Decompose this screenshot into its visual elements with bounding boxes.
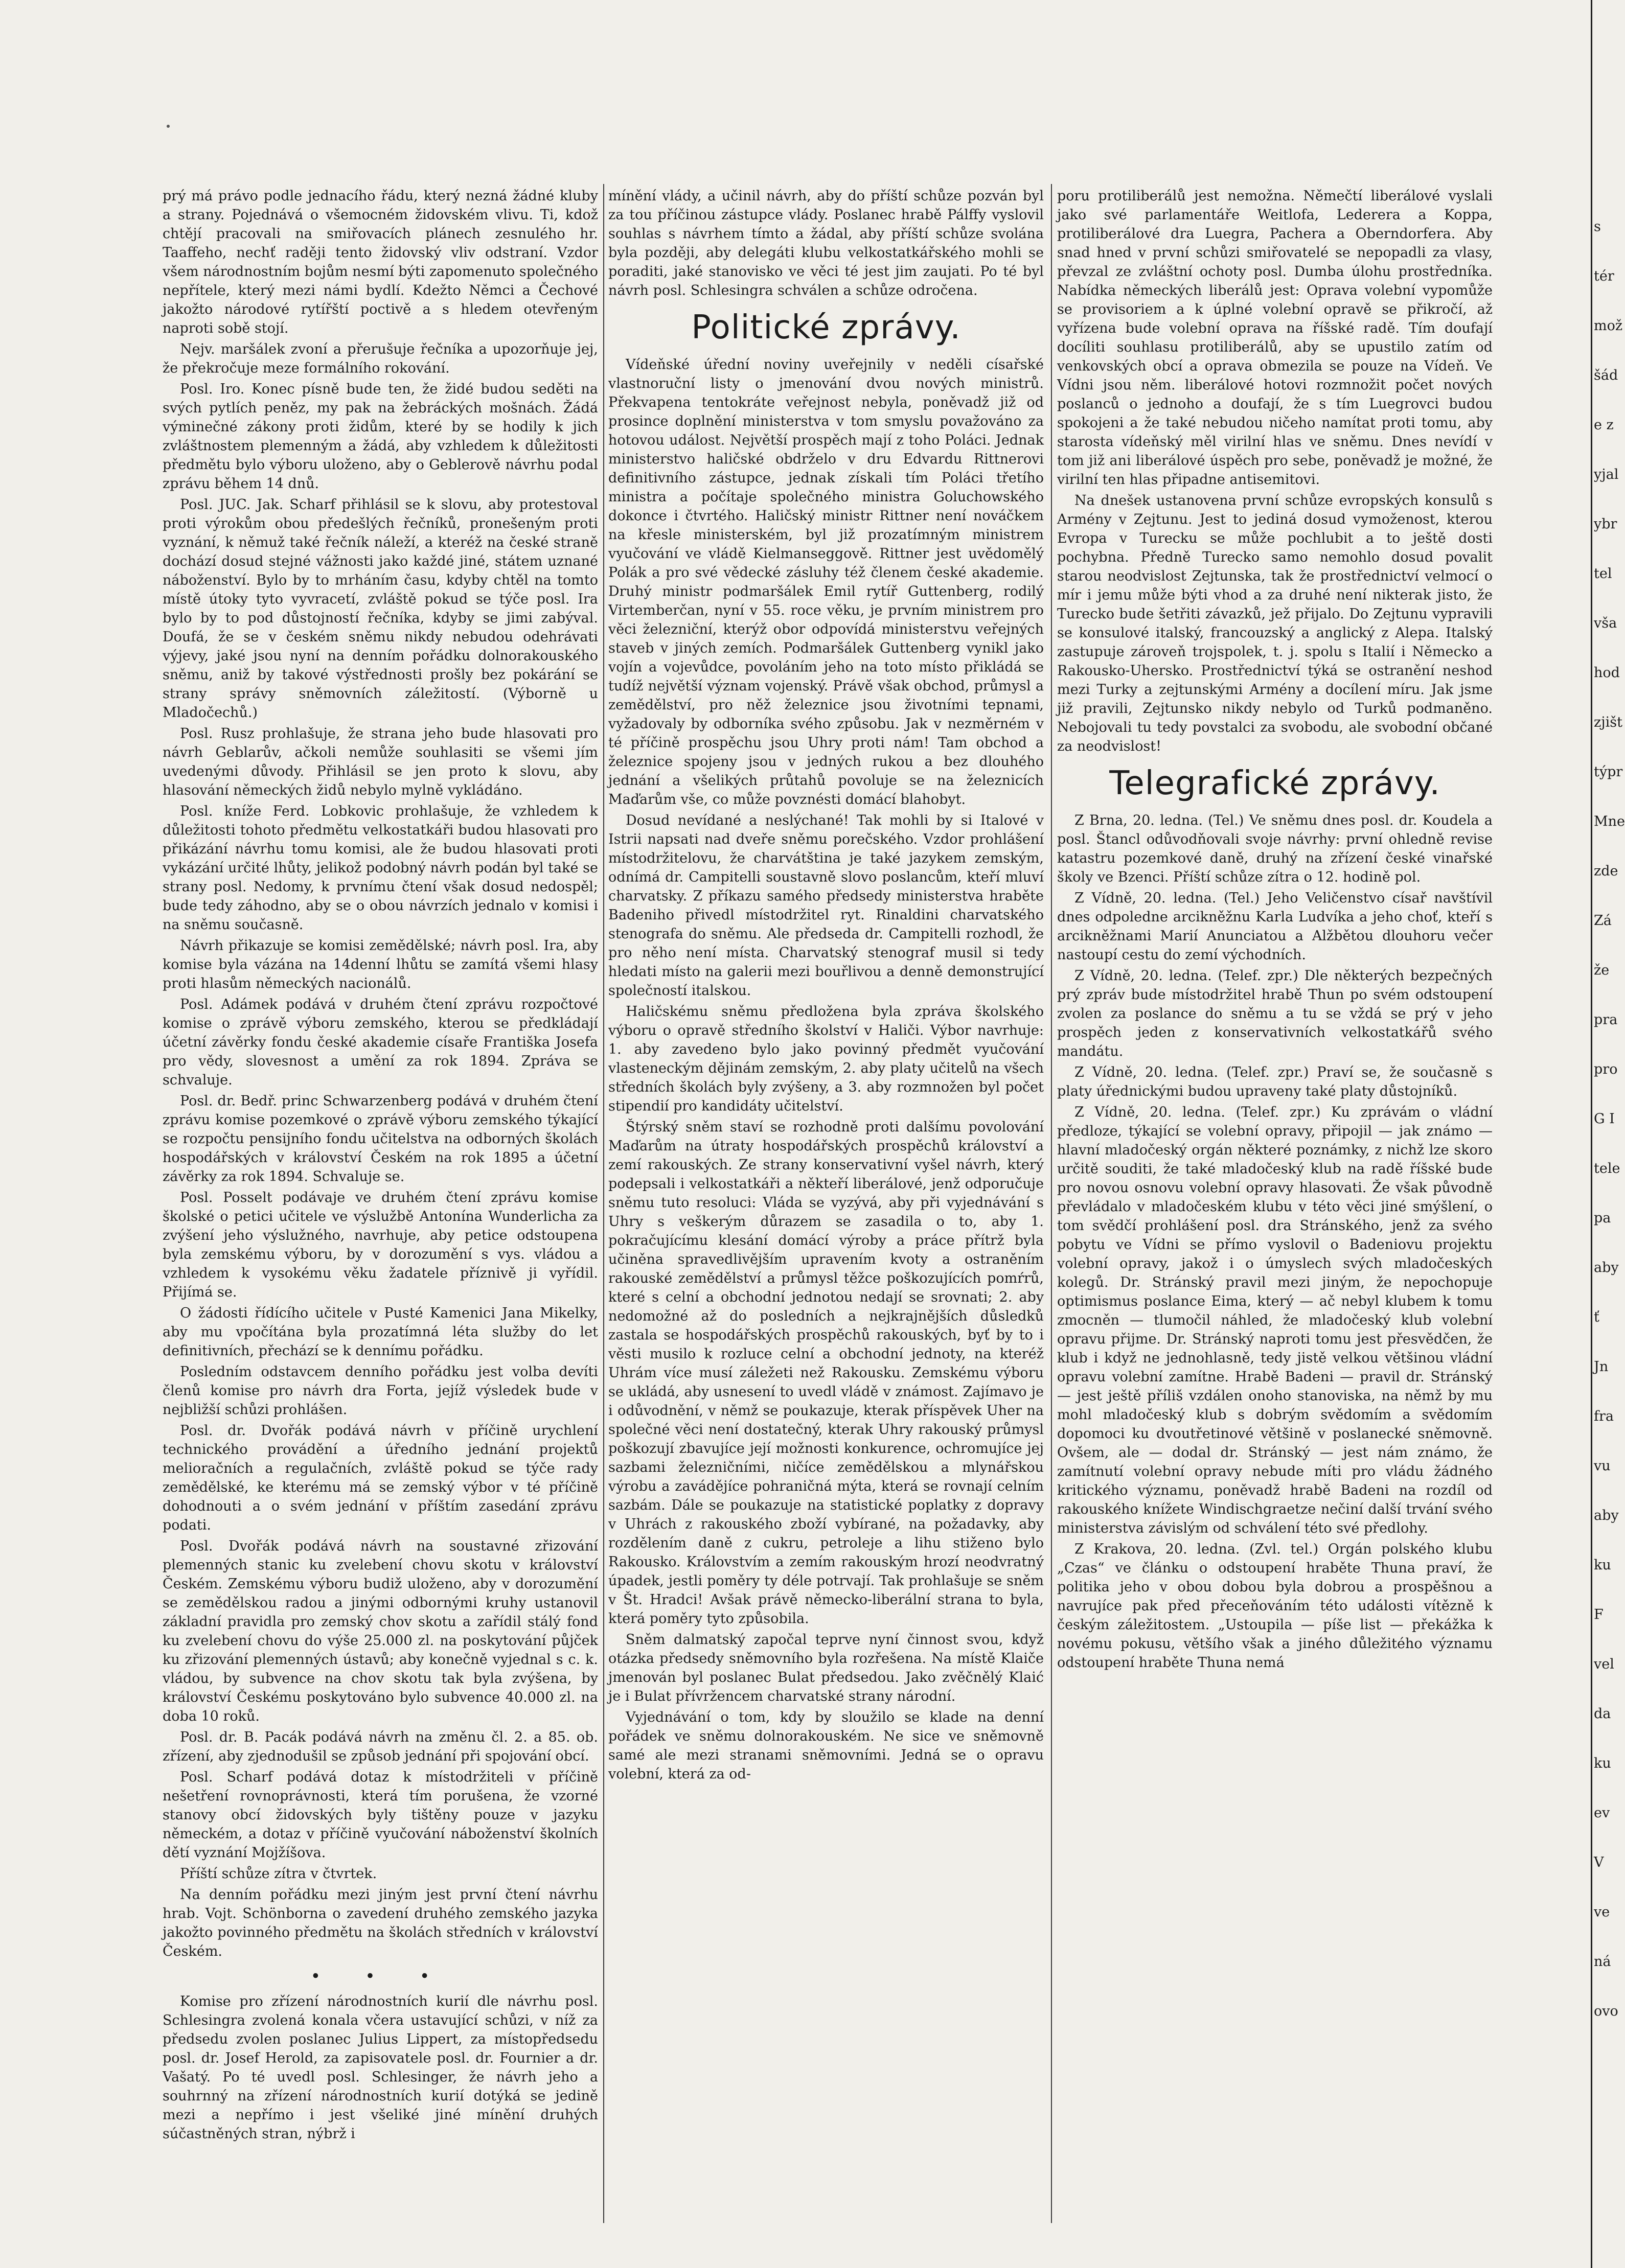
article-paragraph: Posl. dr. B. Pacák podává návrh na změnu čl. 2. a 85. ob. zřízení, aby zjednodušil se způsob jednání při spojování obcí. xyxy=(163,1729,598,1764)
column-1 xyxy=(163,187,598,2220)
article-paragraph: Posl. Iro. Konec písně bude ten, že židé budou seděti na svých pytlích peněz, my pak na žebráckých mošnách. Žádá výminečné zákony proti židům, které by se hodily k jich zvláštnostem plemenným a žádá, aby vzhledem k důležitosti předmětu bylo výboru uloženo, aby o Geblerově návrhu podal zprávu během 14 dnů. xyxy=(163,381,598,492)
article-paragraph: Dosud nevídané a neslýchané! Tak mohli by si Italové v Istrii napsati nad dveře sněmu porečského. Vzdor prohlášení místodržitelovu, že charvátština je také jazykem zemským, odnímá dr. Campitelli soustavně slovo poslancům, kteří mluví charvatsky. Z příkazu samého předsedy ministerstva hraběte Badeniho přivedl místodržitel ryt. Rinaldini charvatského stenografa do sněmu. Ale předseda dr. Campitelli rozhodl, že pro něho není místa. Charvatský stenograf musil si tedy hledati místo na galerii mezi bouřlivou a denně demonstrující společností italskou. xyxy=(608,813,1044,999)
article-paragraph: Posl. kníže Ferd. Lobkovic prohlašuje, že vzhledem k důležitosti tohoto předmětu velkostatkáři budou hlasovati pro přikázání návrhu tomu komisi, ale že budou hlasovati proti vykázání určité lhůty, jelikož podobný návrh podán byl také se strany posl. Nedomy, k prvnímu čtení však dosud nedospěl; bude tedy záhodno, aby se o obou návrzích jednalo v komisi i na sněmu současně. xyxy=(163,803,598,933)
article-paragraph: Z Vídně, 20. ledna. (Telef. zpr.) Praví se, že současně s platy úřednickými budou upraveny také platy důstojníků. xyxy=(1057,1064,1493,1099)
neighbor-column-fragment: V xyxy=(1594,1855,1604,1870)
section-heading-telegraphic-news: Telegrafické zprávy. xyxy=(1109,765,1440,802)
neighbor-column-fragment: fra xyxy=(1594,1408,1614,1424)
article-paragraph: Sněm dalmatský započal teprve nyní činnost svou, když otázka předsedy sněmovního byla rozřešena. Na místě Klaiče jmenován byl poslanec Bulat předsedou. Jako zvěčnělý Klaić je i Bulat přívržencem charvatské strany národní. xyxy=(608,1632,1044,1704)
neighbor-column-fragment: Mne xyxy=(1594,814,1625,829)
neighbor-column-fragment: pra xyxy=(1594,1012,1618,1028)
column-rule-1 xyxy=(603,184,604,2223)
column-3 xyxy=(1057,187,1493,2220)
article-paragraph: Štýrský sněm staví se rozhodně proti dalšímu povolování Maďarům na útraty hospodářských prospěchů království a zemí rakouských. Ze strany konservativní vyšel návrh, který podepsali i velkostatkáři a někteří liberálové, jenž odporučuje sněmu tuto resoluci: Vláda se vyzývá, aby při vyjednávání s Uhry s veškerým důrazem se zasadila o to, aby 1. pokračujícímu klesání domácí výroby a práce přítrž byla učiněna spravedlivějším upravením kvoty a ostraněním rakouské zemědělství a průmysl těžce poškozujících pomŕrů, které s celní a obchodní jednotou nedají se srovnati; 2. aby nedomožné až do posledních a nejkrajnějších důsledků zastala se hospodářských prospěchů rakouských, byť by to i věsti musilo k rozluce celní a obchodní jednoty, na kteréž Uhrám více musí záležeti než Rakousku. Zemskému výboru se ukládá, aby usnesení to uvedl vládě v známost. Zajímavo je i odůvodnění, v němž se poukazuje, kterak příspěvek Uher na společné věci není dostatečný, kterak Uhry rakouský průmysl poškozují zbavujíce její možnosti konkurence, ochromujíce jej sazbami železničními, ničíce zemědělskou a mlynářskou výrobu a zavádějíce pohraničná mýta, která se rovnají celním sazbám. Dále se poukazuje na statistické poplatky z dopravy v Uhrách z rakouského zboží vybírané, na požadavky, aby rozdělením daně z cukru, petroleje a lihu stiženo bylo Rakousko. Královstvím a zemím rakouským hrozí neodvratný úpadek, jestli poměry ty déle potrvají. Tak prohlašuje se sněm v Št. Hradci! Avšak právě německo-liberální strana to byla, která poměry tyto způsobila. xyxy=(608,1119,1044,1627)
neighbor-column-fragment: ku xyxy=(1594,1557,1611,1573)
neighbor-column-fragment: mož xyxy=(1594,318,1623,334)
neighbor-column-fragment: ku xyxy=(1594,1755,1611,1771)
neighbor-column-fragment: Jn xyxy=(1594,1359,1609,1375)
article-paragraph: Příští schůze zítra v čtvrtek. xyxy=(180,1866,377,1882)
neighbor-column-fragment: vel xyxy=(1594,1656,1614,1672)
neighbor-column-fragment: vša xyxy=(1594,615,1617,631)
neighbor-column-fragment: pa xyxy=(1594,1210,1611,1226)
article-paragraph: O žádosti řídícího učitele v Pusté Kamenici Jana Mikelky, aby mu vpočítána byla prozatímná léta služby do let definitivních, přechází se k dennímu pořádku. xyxy=(163,1305,598,1359)
page-fold-line xyxy=(1591,0,1592,2268)
article-paragraph: Z Brna, 20. ledna. (Tel.) Ve sněmu dnes posl. dr. Koudela a posl. Štancl odůvodňovali svoje návrhy: první ohledně revise katastru pozemkové daně, druhý na zřízení české vinařské školy ve Bzenci. Příští schůze zítra o 12. hodině pol. xyxy=(1057,813,1493,885)
article-paragraph: Vyjednávání o tom, kdy by sloužilo se klade na denní pořádek ve sněmu dolnorakouském. Ne sice ve sněmovně samé ale mezi stranami sněmovními. Jedná se o opravu volební, která za od- xyxy=(608,1709,1044,1782)
article-paragraph: Na denním pořádku mezi jiným jest první čtení návrhu hrab. Vojt. Schönborna o zavedení druhého zemského jazyka jakožto povinného předmětu na školách středních v království Českém. xyxy=(163,1887,598,1959)
article-paragraph: mínění vlády, a učinil návrh, aby do příští schůze pozván byl za tou příčinou zástupce vlády. Poslanec hrabě Pálffy vyslovil souhlas s návrhem tímto a žádal, aby příští schůze svolána byla později, aby delegáti klubu velkostatkářského mohli se poraditi, jaké stanovisko ve věci té jest jim zaujati. Po té byl návrh posl. Schlesingra schválen a schůze odročena. xyxy=(608,188,1044,298)
article-paragraph: poru protiliberálů jest nemožna. Němečtí liberálové vyslali jako své parlamentáře Weitlofa, Lederera a Koppa, protiliberálové dra Luegra, Pachera a Oberndorfera. Aby snad hned v první schůzi smiřovatelé se nepopadli za vlasy, převzal ze zvláštní ochoty posl. Dumba úlohu prostředníka. Nabídka německých liberálů jest: Oprava volební vypomůže se provisoriem a k úplné volební opravě se přikročí, až vyřízena bude volební oprava na říšské radě. Tím doufají docíliti souhlasu protiliberálů, aby se upustilo zatím od venkovských obcí a oprava obmezila se pouze na Vídeň. Ve Vídni jsou něm. liberálové hotovi rozmnožit počet nových poslanců o jednoho a doufají, že s tím Luegrovci budou spokojeni a že také nebudou ničeho namítat proti tomu, aby starosta vídeňský měl virilní hlas ve sněmu. Dnes nevídí v tom již ani liberálové úspěch pro sebe, poněvadž je možné, že virilní ten hlas připadne antisemitovi. xyxy=(1057,188,1493,488)
article-paragraph: Posl. dr. Bedř. princ Schwarzenberg podává v druhém čtení zprávu komise pozemkové o zprávě výboru zemského týkající se rozpočtu pensijního fondu učitelstva na odborných školách hospodářských v království Českém na rok 1895 a účetní závěrky za rok 1894. Schvaluje se. xyxy=(163,1093,598,1185)
article-paragraph: Z Krakova, 20. ledna. (Zvl. tel.) Orgán polského klubu „Czas“ ve článku o odstoupení hraběte Thuna praví, že politika jeho v obou dobou byla dobrou a prospěšnou a navrujíce pak před přeceňováním této události vítězně k českým záležitostem. „Ustoupila — píše list — překážka k novému pokusu, většího však a jiného důležitého významu odstoupení hraběte Thuna nemá xyxy=(1057,1541,1493,1671)
neighbor-column-fragment: Zá xyxy=(1594,913,1612,929)
neighbor-column-fragment: týpr xyxy=(1594,764,1623,780)
column-4-fragment xyxy=(1594,187,1625,2220)
neighbor-column-fragment: pro xyxy=(1594,1061,1618,1077)
neighbor-column-fragment: ť xyxy=(1594,1309,1599,1325)
page-speck xyxy=(167,125,170,128)
article-paragraph: Vídeňské úřední noviny uveřejnily v neděli císařské vlastnoruční listy o jmenování dvou nových ministrů. Překvapena tentokráte veřejnost nebyla, poněvadž již od prosince doplnění ministerstva v tom smyslu považováno za hotovou událost. Největší prospěch mají z toho Poláci. Jednak ministerstvo haličské obdrželo v dru Edvardu Rittnerovi definitivního zástupce, jednak získali tím Poláci třetího ministra a počítaje společného ministra Goluchowského dokonce i čtvrtého. Haličský ministr Rittner není nováčkem na křesle ministerském, byl již prozatímným ministrem vyučování ve vládě Kielmanseggově. Rittner jest uvědomělý Polák a pro své vědecké zásluhy též členem české akademie. Druhý ministr podmaršálek Emil rytíř Guttenberg, rodilý Virtemberčan, nyní v 55. roce věku, je prvním ministrem pro věci železniční, kterýž obor odpovídá ministerstvu veřejných staveb v jiných zemích. Podmaršálek Guttenberg vynikl jako vojín a vojevůdce, povoláním jeho na toto místo přikládá se tudíž největší význam vojenský. Právě však obchod, průmysl a zemědělství, pro něž železnice jsou životními tepnami, vyžadovaly by odborníka svého způsobu. Jak v nezměrném v té příčině prospěchu jsou Uhry proti nám! Tam obchod a železnice spojeny jsou v jedných rukou a bez dlouhého jednání a všelikých průtahů povoluje se na železnicích Maďarům vše, co může povznésti domácí blahobyt. xyxy=(608,357,1044,807)
neighbor-column-fragment: zde xyxy=(1594,863,1618,879)
neighbor-column-fragment: F xyxy=(1594,1607,1604,1623)
neighbor-column-fragment: že xyxy=(1594,962,1610,978)
neighbor-column-fragment: ná xyxy=(1594,1954,1611,1970)
column-rule-2 xyxy=(1051,184,1052,2223)
section-separator-dots: • • • xyxy=(311,1969,450,1984)
section-heading-political-news: Politické zprávy. xyxy=(691,309,961,346)
neighbor-column-fragment: da xyxy=(1594,1706,1611,1722)
article-paragraph: Posl. JUC. Jak. Scharf přihlásil se k slovu, aby protestoval proti výrokům obou předešlých řečníků, pronešeným proti vyznání, k němuž také řečník náleží, a kteréž na české straně dochází dosud stejné vážnosti jako každé jiné, státem uznané náboženství. Bylo by to mrháním času, kdyby chtěl na tomto místě útoky tyto vyvracetí, zvláště pokud se týče posl. Ira bylo by to pod důstojností řečníka, kdyby se jimi zabýval. Doufá, že se v českém sněmu nikdy nebudou odehrávati výjevy, jaké jsou nyní na denním pořádku dolnorakouského sněmu, aniž by takové výstřednosti prošly bez pokárání se strany správy sněmovních záležitostí. (Výborně u Mladočechů.) xyxy=(163,497,598,721)
neighbor-column-fragment: aby xyxy=(1594,1508,1619,1523)
neighbor-column-fragment: šád xyxy=(1594,367,1618,383)
neighbor-column-fragment: tele xyxy=(1594,1161,1620,1176)
article-paragraph: Komise pro zřízení národnostních kurií dle návrhu posl. Schlesingra zvolená konala včera ustavující schůzi, v níž za předsedu zvolen poslanec Julius Lippert, za místopředsedu posl. dr. Josef Herold, za zapisovatele posl. dr. Fournier a dr. Vašatý. Po té uvedl posl. Schlesinger, že návrh jeho a souhrnný na zřízení národnostních kurií dotýká se jedině mezi a nepřímo i jest všeliké jiné mínění druhých súčastněných stran, nýbrž i xyxy=(163,1994,598,2142)
article-paragraph: Posl. Scharf podává dotaz k místodržiteli v příčině nešetření rovnoprávnosti, která tím porušena, že vzorné stanovy obcí židovských byly tištěny pouze v jazyku německém, a dotaz v příčině vyučování náboženství školních dětí vyznání Mojžíšova. xyxy=(163,1769,598,1861)
neighbor-column-fragment: s xyxy=(1594,219,1601,235)
article-paragraph: Posl. Posselt podávaje ve druhém čtení zprávu komise školské o petici učitele ve výslužbě Antonína Wunderlicha za zvýšení jeho výslužného, navrhuje, aby petice odstoupena byla zemskému výboru, by v dorozumění s vys. vládou a vzhledem k vysokému věku žadatele příznivě ji vyřídil. Přijímá se. xyxy=(163,1190,598,1300)
article-paragraph: Nejv. maršálek zvoní a přerušuje řečníka a upozorňuje jej, že překročuje meze formálního rokování. xyxy=(163,341,598,376)
neighbor-column-fragment: yjal xyxy=(1594,467,1619,482)
neighbor-column-fragment: aby xyxy=(1594,1260,1619,1276)
article-paragraph: Posl. dr. Dvořák podává návrh v příčině urychlení technického provádění a úředního jednání projektů melioračních a regulačních, zvláště pokud se týče rady zemědělské, ke kterému má se zemský výbor v té příčině dohodnouti a o svém jednání v příštím zasedání zprávu podati. xyxy=(163,1423,598,1533)
neighbor-column-fragment: tel xyxy=(1594,566,1612,582)
article-paragraph: Návrh přikazuje se komisi zemědělské; návrh posl. Ira, aby komise byla vázána na 14denní lhůtu se zamítá všemi hlasy proti hlasům německých nacionálů. xyxy=(163,938,598,991)
article-paragraph: Haličskému sněmu předložena byla zpráva školského výboru o opravě středního školství v Haliči. Výbor navrhuje: 1. aby zavedeno bylo jako povinný předmět vyučování vlasteneckým dějinám zemským, 2. aby platy učitelů na všech středních školách byly zvýšeny, a 3. aby rozmnožen byl počet stipendií pro kandidáty učitelství. xyxy=(608,1004,1044,1114)
article-paragraph: Z Vídně, 20. ledna. (Tel.) Jeho Veličenstvo císař navštívil dnes odpoledne arcikněžnu Karla Ludvíka a jeho choť, kteří s arcikněžnami Marií Anunciatou a Alžbětou dlouhoru večer nastoupí cestu do zemí východních. xyxy=(1057,890,1493,963)
article-paragraph: Posl. Adámek podává v druhém čtení zprávu rozpočtové komise o zprávě výboru zemského, kterou se předkládají účetní závěrky fondu české akademie císaře Františka Josefa pro vědy, slovesnost a umění za rok 1894. Zpráva se schvaluje. xyxy=(163,997,598,1088)
article-paragraph: Posl. Dvořák podává návrh na soustavné zřizování plemenných stanic ku zvelebení chovu skotu v království Českém. Zemskému výboru budiž uloženo, aby v dorozumění se zemědělskou radou a jinými odbornými kruhy ustanovil základní pravidla pro zemský chov skotu a zařídil stálý fond ku zvelebení chovu do výše 25.000 zl. na poskytování půjček ku zřizování plemenných ústavů; aby konečně vyjednal s c. k. vládou, by subvence na chov skotu tak byla zvýšena, by království Českému poskytováno bylo subvence 40.000 zl. na doba 10 roků. xyxy=(163,1538,598,1724)
article-paragraph: prý má právo podle jednacího řádu, který nezná žádné kluby a strany. Pojednává o všemocném židovském vlivu. Ti, kdož chtějí pracovali na smiřovacích plánech zesnulého hr. Taaffeho, nechť raději tento židovský vliv odstraní. Vzdor všem národnostním bojům nesmí býti zapomenuto společného nepřítele, který mezi námi bydlí. Kdežto Němci a Čechové jakožto národové rytířští poctivě a s hledem otevřeným naproti sobě stojí. xyxy=(163,188,598,336)
neighbor-column-fragment: ovo xyxy=(1594,2003,1618,2019)
column-2 xyxy=(608,187,1044,2220)
article-paragraph: Na dnešek ustanovena první schůze evropských konsulů s Armény v Zejtunu. Jest to jediná dosud vymoženost, kterou Evropa v Turecku se může pochlubit a to ještě dosti pochybna. Předně Turecko samo nemohlo dosud povalit starou neodvislost Zejtunska, tak že prostřednictví velmocí o mír i jemu může býti vhod a za druhé není nikterak jisto, že Turecko bude šetřiti závazků, jež přijalo. Do Zejtunu vypravili se konsulové italský, francouzský a anglický z Alepa. Italský zastupuje zároveň trojspolek, t. j. spolu s Italií i Německo a Rakousko-Uhersko. Prostřednictví týká se ostranění neshod mezi Turky a zejtunskými Armény a docílení míru. Jak jsme již pravili, Zejtunsko nikdy nebylo od Turků podmaněno. Nebojovali tu tedy povstalci za svobodu, ale svobodní občané za neodvislost! xyxy=(1057,493,1493,754)
article-paragraph: Posledním odstavcem denního pořádku jest volba devíti členů komise pro návrh dra Forta, jejíž výsledek bude v nejbližší schůzi prohlášen. xyxy=(163,1364,598,1418)
neighbor-column-fragment: ve xyxy=(1594,1904,1610,1920)
neighbor-column-fragment: ev xyxy=(1594,1805,1610,1821)
article-paragraph: Posl. Rusz prohlašuje, že strana jeho bude hlasovati pro návrh Geblarův, ačkoli nemůže souhlasiti se všemi jím uvedenými důvody. Přihlásil se jen proto k slovu, aby hlasování německých židů nebylo mylně vykládáno. xyxy=(163,726,598,798)
neighbor-column-fragment: vu xyxy=(1594,1458,1611,1474)
neighbor-column-fragment: tér xyxy=(1594,268,1614,284)
neighbor-column-fragment: ybr xyxy=(1594,516,1617,532)
article-paragraph: Z Vídně, 20. ledna. (Telef. zpr.) Ku zprávám o vládní předloze, týkající se volební opravy, připojil — jak známo — hlavní mladočeský orgán některé poznámky, z nichž lze skoro určitě souditi, že také mladočeský klub na radě říšské bude pro novou osnovu volební opravy hlasovati. Že však původně převládalo v mladočeském klubu v této věci jiné smýšlení, o tom svědčí prohlášení posl. dra Stránského, jenž za svého pobytu ve Vídni se přímo vyslovil o Badeniovu projektu volební opravy, jakož i o úmyslech svých mladočeských kolegů. Dr. Stránský pravil mezi jiným, že nepochopuje optimismus poslance Eima, který — ač nebyl klubem k tomu zmocněn — tlumočil náhled, že mladočeský klub volební opravu přijme. Dr. Stránský naproti tomu jest přesvědčen, že klub i když ne jednohlasně, tedy jistě velkou většinou vládní opravu volební zamítne. Hrabě Badeni — pravil dr. Stránský — jest ještě příliš vzdálen onoho stanoviska, na němž by mu mohl mladočeský klub s dobrým svědomím a svědomím dopomoci ku dvoutřetinové většině v poslanecké sněmovně. Ovšem, ale — dodal dr. Stránský — jest nám známo, že zamítnutí volební opravy nebude míti pro vládu žádného kritického významu, poněvadž hrabě Badeni na rozdíl od rakouského knížete Windischgraetze nečiní další trvání svého ministerstva závislým od schválení této své předlohy. xyxy=(1057,1104,1493,1536)
neighbor-column-fragment: zjišt xyxy=(1594,714,1622,730)
neighbor-column-fragment: hod xyxy=(1594,665,1620,681)
article-paragraph: Z Vídně, 20. ledna. (Telef. zpr.) Dle některých bezpečných prý zpráv bude místodržitel hrabě Thun po svém odstoupení zvolen za poslance do sněmu a tu se vždá se prý v jeho prospěch jeden z konservativních velkostatkářů svého mandátu. xyxy=(1057,968,1493,1059)
neighbor-column-fragment: G I xyxy=(1594,1111,1615,1127)
neighbor-column-fragment: e z xyxy=(1594,417,1614,433)
